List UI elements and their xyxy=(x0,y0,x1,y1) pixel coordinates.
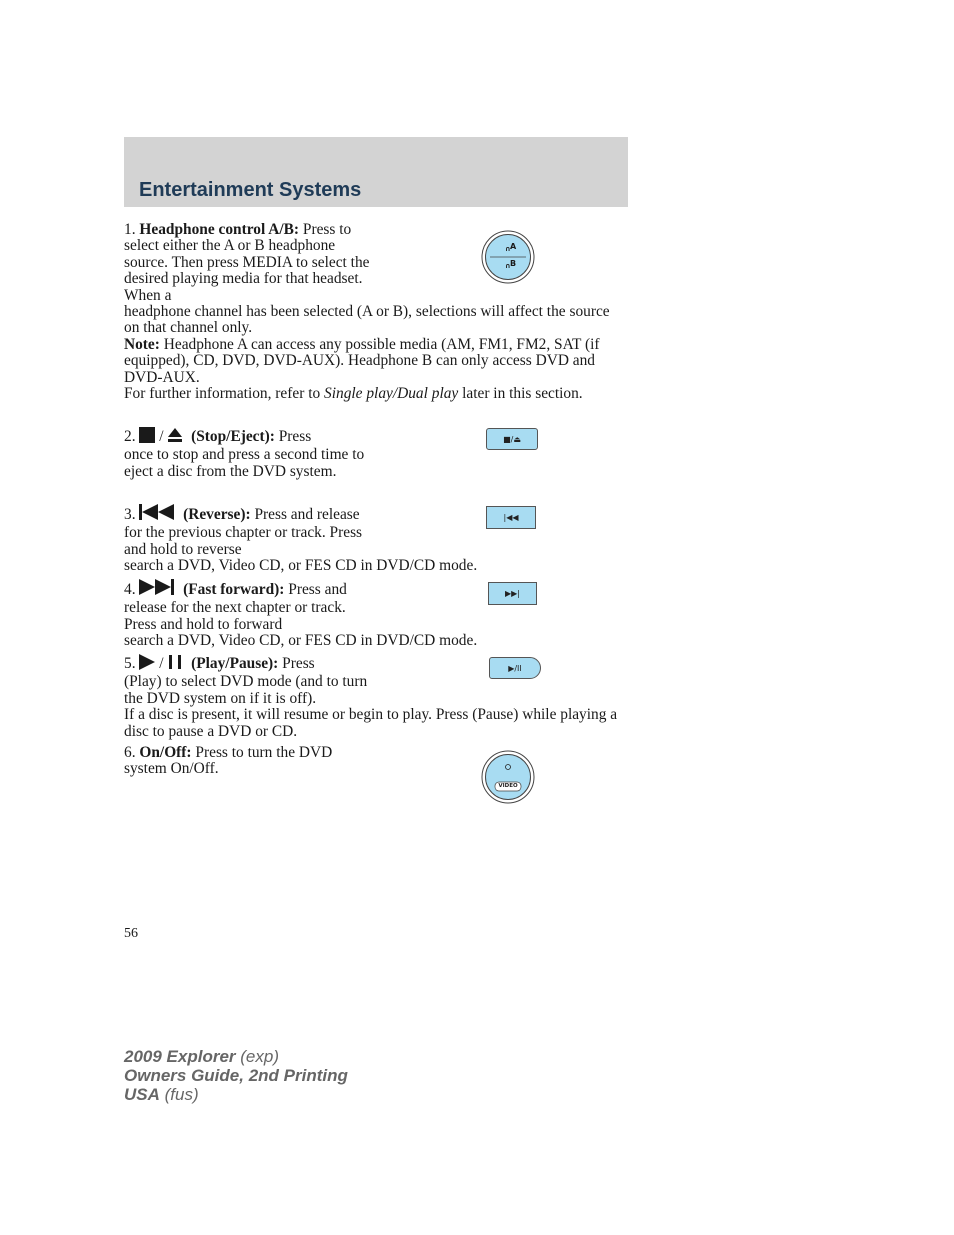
item-fast-forward: 4. (Fast forward): Press and release for the next chapter or track. Press and hold to forward search a DVD, Video CD, or FES CD in DVD/CD mode. xyxy=(124,578,628,650)
reverse-icon xyxy=(139,503,175,525)
section-title: Entertainment Systems xyxy=(139,179,362,201)
play-pause-button-illustration: ▶/II xyxy=(489,657,541,679)
item-label: (Play/Pause): xyxy=(191,655,279,672)
play-icon xyxy=(139,654,155,674)
item-label: (Stop/Eject): xyxy=(191,428,275,445)
item-play-pause: 5. / (Play/Pause): Press (Play) to select DVD mode (and to turn the DVD system on if it is off). If a disc is present, it will resume or begin to play. Press (Pause) while playing a disc to pause a DVD or CD. xyxy=(124,655,618,740)
item-label: Headphone control A/B: xyxy=(139,221,300,238)
stop-icon xyxy=(139,427,155,447)
video-label: VIDEO xyxy=(498,783,518,789)
fast-forward-icon xyxy=(139,578,175,600)
headphone-b-label: B xyxy=(510,259,517,268)
item-on-off: 6. On/Off: Press to turn the DVD system On/Off. xyxy=(124,744,333,778)
item-stop-eject: 2. / (Stop/Eject): Press once to stop and press a second time to eject a disc from the DVD system. xyxy=(124,428,365,480)
footer-imprint: 2009 Explorer (exp) Owners Guide, 2nd Printing USA (fus) xyxy=(124,1047,348,1104)
headphone-ab-knob-illustration xyxy=(481,230,535,284)
pause-icon xyxy=(167,654,183,674)
headphone-a-label: A xyxy=(510,242,517,251)
item-label: (Fast forward): xyxy=(183,581,285,598)
svg-text:∩: ∩ xyxy=(505,262,511,270)
section-header xyxy=(124,137,628,207)
item-reverse: 3. (Reverse): Press and release for the previous chapter or track. Press and hold to reverse search a DVD, Video CD, or FES CD in DVD/CD mode. xyxy=(124,503,628,575)
reverse-button-illustration: |◀◀ xyxy=(486,506,536,529)
item-label: (Reverse): xyxy=(183,506,251,523)
svg-text:∩: ∩ xyxy=(505,245,511,253)
item-label: On/Off: xyxy=(139,744,192,761)
fast-forward-button-illustration: ▶▶| xyxy=(488,582,537,605)
item-headphone-control: 1. Headphone control A/B: Press to select either the A or B headphone source. Then press MEDIA to select the desired playing media for that headset. When a headphone channel has been selected (A or B), selections will affect the source on that channel only. Note: Headphone A can access any possible media (AM, FM1, FM2, SAT (if equipped), CD, DVD, DVD-AUX). Headphone B can only access DVD and DVD-AUX. For further information, refer to Single play/Dual play later in this section. xyxy=(124,221,610,403)
stop-eject-button-illustration: ■/⏏ xyxy=(486,428,538,450)
cross-reference: Single play/Dual play xyxy=(324,385,459,403)
note-label: Note: xyxy=(124,335,160,353)
eject-icon xyxy=(167,427,183,447)
page-number: 56 xyxy=(124,926,138,941)
video-power-knob-illustration xyxy=(481,750,535,804)
